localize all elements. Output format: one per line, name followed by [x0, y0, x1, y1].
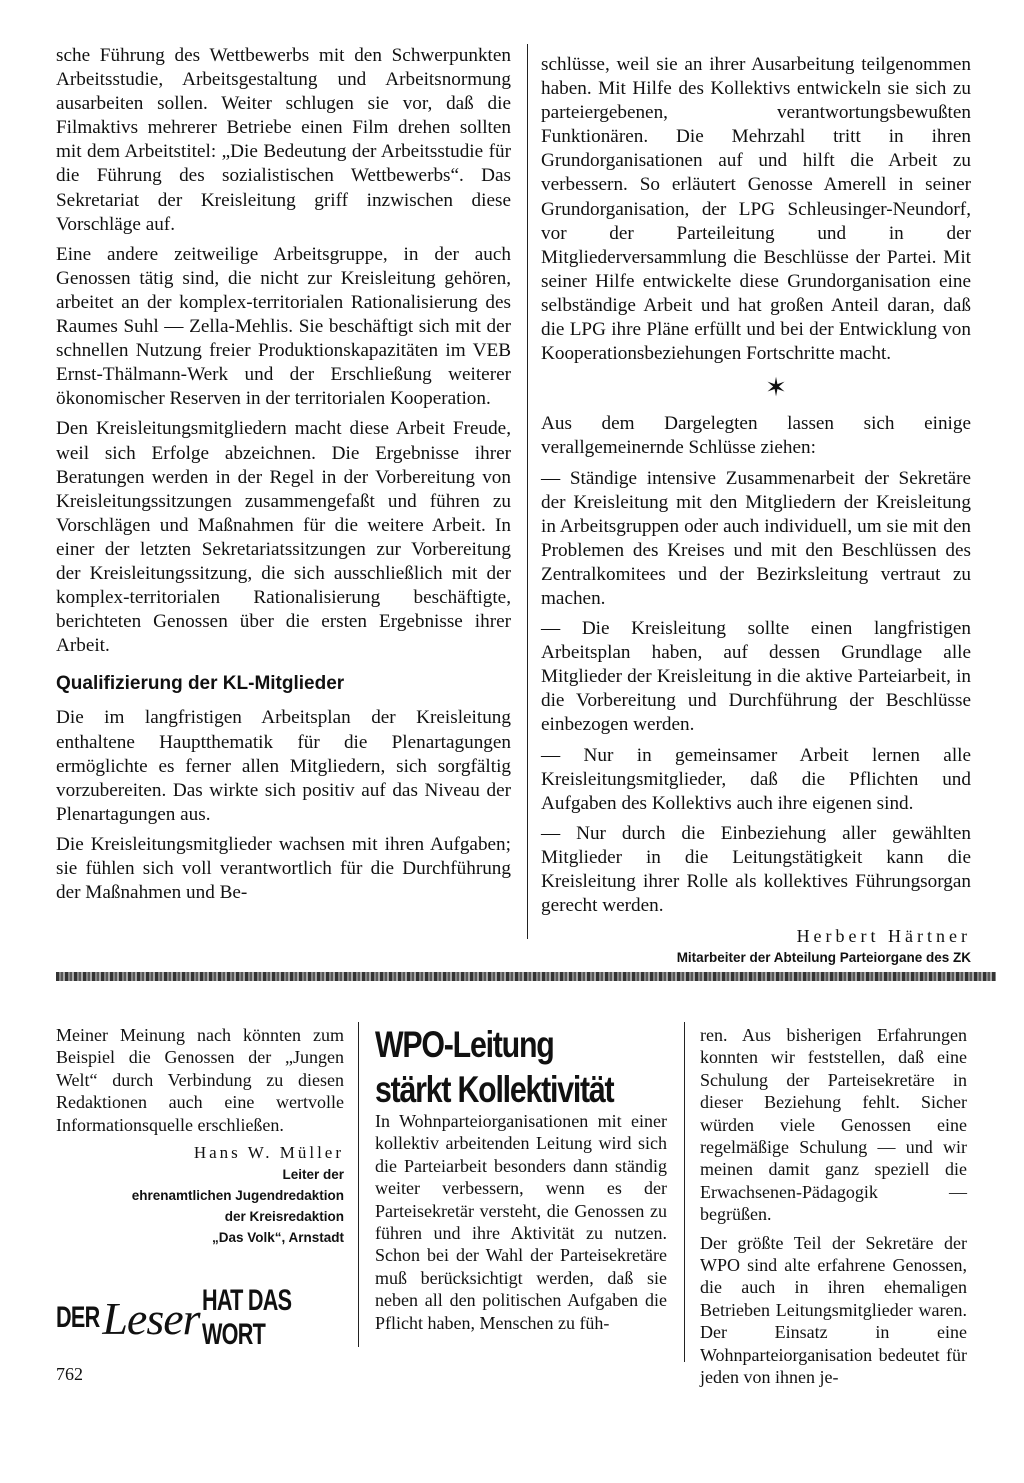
star-ornament-icon: ✶ — [765, 373, 787, 403]
list-item: — Die Kreisleitung sollte einen langfristigen Arbeitsplan haben, auf dessen Grundlage alle Mitglieder der Kreisleitung in die aktive Parteiarbeit, in die Vorbereitung und Durchführung der Beschlüsse einbezogen werden. — [541, 618, 971, 736]
column-rule — [684, 1022, 685, 1362]
paragraph: Eine andere zeitweilige Arbeitsgruppe, in der auch Genossen tätig sind, die nicht zur Kreisleitung gehören, arbeitet an der komplex-territorialen Rationalisierung des Raumes Suhl — Zella-Mehlis. Sie beschäftigt sich mit der schnellen Nutzung freier Produktionskapazitäten im VEB Ernst-Thälmann-Werk und der Erschließung weiterer ökonomischer Reserven in der territorialen Kooperation. — [56, 243, 511, 410]
author-role-line: der Kreisredaktion — [224, 1209, 344, 1225]
author-role-line: Leiter der — [282, 1167, 344, 1183]
paragraph: sche Führung des Wettbewerbs mit den Schwerpunkten Arbeitsstudie, Arbeitsgestaltung und Arbeitsnormung ausarbeiten sollen. Weiter schlugen sie vor, daß die Filmaktivs mehrerer Betriebe einen Film drehen sollten mit dem Arbeitstitel: „Die Bedeutung der Arbeitsstudie für die Führung des sozialistischen Wettbewerbs“. Das Sekretariat der Kreisleitung griff inzwischen diese Vorschläge auf. — [56, 45, 511, 235]
paragraph: In Wohnparteiorganisationen mit einer kollektiv arbeitenden Leitung wird sich die Parteiarbeit besonders dann ständig weiter verbessern, wenn es der Parteisekretär versteht, die Genossen zu führen und ihre Aktivität zu nutzen. Schon bei der Wahl der Parteisekretäre muß berücksichtigt werden, daß sie neben all den politischen Aufgaben die Pflicht haben, Menschen zu füh- — [375, 1111, 667, 1333]
article-title — [375, 1022, 621, 1112]
paragraph: Den Kreisleitungsmitgliedern macht diese Arbeit Freude, weil sich Erfolge abzeichnen. Die Ergebnisse ihrer Beratungen werden in der Regel in der Vorbereitung von Kreisleitungssitzungen zusammengefaßt und führen zu Vorschlägen und Maßnahmen für die weitere Arbeit. In einer der letzten Sekretariatssitzungen zur Vorbereitung der Kreisleitungssitzung, die sich ausschließlich mit der komplex-territorialen Rationalisierung beschäftigte, berichteten Genossen über die ersten Ergebnisse ihrer Arbeit. — [56, 418, 511, 657]
page-number: 762 — [56, 1364, 83, 1384]
list-item: — Ständige intensive Zusammenarbeit der Sekretäre der Kreisleitung mit den Mitgliedern der Kreisleitung in Arbeitsgruppen oder auch individuell, um sie mit den Problemen des Kreises und mit den Beschlüssen des Zentralkomitees und der Bezirksleitung vertraut zu machen. — [541, 467, 971, 609]
list-item: — Nur in gemeinsamer Arbeit lernen alle Kreisleitungsmitglieder, daß die Pflichten und Aufgaben des Kollektivs auch ihre eigenen sind. — [541, 744, 971, 814]
bottom-left-column — [56, 1024, 344, 1248]
paragraph: Aus dem Dargelegten lassen sich einige verallgemeinernde Schlüsse ziehen: — [541, 413, 971, 459]
top-left-column — [56, 44, 511, 911]
author-name: Hans W. Müller — [193, 1143, 344, 1163]
author-role: Mitarbeiter der Abteilung Parteiorgane des ZK — [676, 950, 971, 966]
paragraph: ren. Aus bisherigen Erfahrungen konnten wir feststellen, daß eine Schulung der Parteisekretäre in dieser Beziehung fehlt. Sicher würden viele Genossen eine regelmäßige Schulung — und wir meinen damit ganz speziell die Erwachsenen-Pädagogik — begrüßen. — [700, 1025, 967, 1225]
logo-word: HAT DAS WORT — [201, 1284, 291, 1351]
top-right-column — [541, 53, 971, 968]
paragraph: schlüsse, weil sie an ihrer Ausarbeitung teilgenommen haben. Mit Hilfe des Kollektivs entwickeln sie sich zu parteiergebenen, verantwortungsbewußten Funktionären. Die Mehrzahl tritt in ihren Grundorganisationen auf und hilft die Arbeit zu verbessern. So erläutert Genosse Amerell in seiner Grundorganisation, der LPG Schleusinger-Neundorf, vor der Parteileitung und in der Mitgliederversammlung die Beschlüsse der Partei. Mit seiner Hilfe entwickelte diese Grundorganisation eine selbständige Arbeit und hat großen Anteil daran, daß die LPG ihre Pläne erfüllt und bei der Entwicklung von Kooperationsbeziehungen Fortschritte macht. — [541, 54, 971, 365]
column-rule — [358, 1022, 359, 1347]
der-leser-hat-das-wort-logo — [56, 1284, 346, 1351]
paragraph: Die Kreisleitungsmitglieder wachsen mit ihren Aufgaben; sie fühlen sich voll verantwortlich für die Durchführung der Maßnahmen und Be- — [56, 833, 511, 904]
section-divider — [56, 972, 996, 981]
paragraph: Meiner Meinung nach könnten zum Beispiel die Genossen der „Jungen Welt“ durch Verbindung zu diesen Redaktionen auch eine wertvolle Informationsquelle erschließen. — [56, 1025, 344, 1135]
logo-script-word: Leser — [102, 1292, 200, 1344]
bottom-middle-column — [375, 1110, 667, 1340]
author-role-line: ehrenamtlichen Jugendredaktion — [131, 1188, 344, 1204]
article-title-line: WPO-Leitung — [375, 1024, 554, 1065]
bottom-right-column — [700, 1024, 967, 1395]
logo-word: DER — [56, 1301, 100, 1334]
author-role-line: „Das Volk“, Arnstadt — [211, 1230, 344, 1246]
paragraph: Die im langfristigen Arbeitsplan der Kreisleitung enthaltene Hauptthematik für die Plenartagungen ermöglichte es ferner allen Mitgliedern, sich sorgfältig vorzubereiten. Das wirkte sich positiv auf das Niveau der Plenartagungen aus. — [56, 707, 511, 825]
paragraph: Der größte Teil der Sekretäre der WPO sind alte erfahrene Genossen, die auch in ihren ehemaligen Betrieben Leitungsmitglieder waren. Der Einsatz in eine Wohnparteiorganisation bedeutet für jeden von ihnen je- — [700, 1232, 967, 1388]
article-title-line: stärkt Kollektivität — [375, 1069, 614, 1110]
list-item: — Nur durch die Einbeziehung aller gewählten Mitglieder in die Leitungstätigkeit kann die Kreisleitung ihrer Rolle als kollektives Führungsorgan gerecht werden. — [541, 822, 971, 917]
author-name: Herbert Härtner — [796, 926, 971, 947]
section-heading: Qualifizierung der KL-Mitglieder — [56, 673, 345, 695]
column-rule — [527, 44, 528, 939]
